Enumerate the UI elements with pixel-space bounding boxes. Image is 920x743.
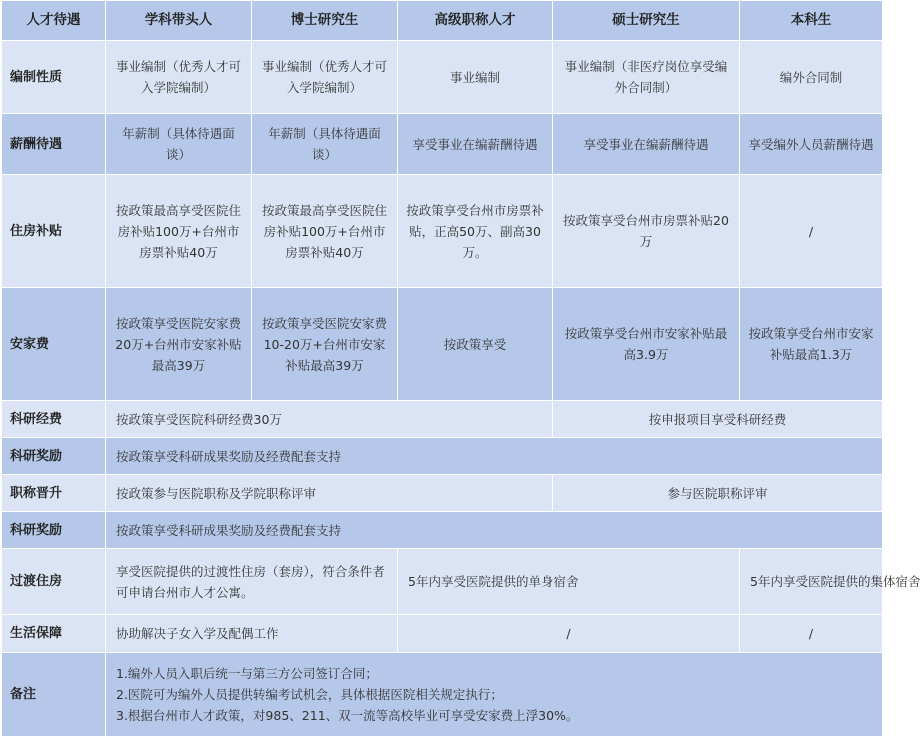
cell: 年薪制（具体待遇面谈） bbox=[252, 114, 398, 175]
row-remarks bbox=[2, 653, 883, 737]
cell: 享受事业在编薪酬待遇 bbox=[398, 114, 553, 175]
cell: 5年内享受医院提供的集体宿舍 bbox=[740, 549, 883, 615]
row-research-award-2 bbox=[2, 512, 883, 549]
header-master: 硕士研究生 bbox=[553, 1, 740, 41]
header-bachelor: 本科生 bbox=[740, 1, 883, 41]
row-staffing bbox=[2, 41, 883, 114]
row-label: 安家费 bbox=[2, 288, 106, 401]
cell: / bbox=[398, 615, 740, 653]
cell: 按政策享受台州市房票补贴，正高50万、副高30万。 bbox=[398, 175, 553, 288]
cell: 按政策享受 bbox=[398, 288, 553, 401]
notes-cell bbox=[106, 653, 883, 737]
cell: 事业编制（非医疗岗位享受编外合同制） bbox=[553, 41, 740, 114]
cell: 事业编制（优秀人才可入学院编制） bbox=[252, 41, 398, 114]
cell: 按政策享受科研成果奖励及经费配套支持 bbox=[106, 512, 883, 549]
cell: 按政策享受台州市安家补贴最高3.9万 bbox=[553, 288, 740, 401]
header-phd: 博士研究生 bbox=[252, 1, 398, 41]
row-label: 科研奖励 bbox=[2, 438, 106, 475]
cell: 编外合同制 bbox=[740, 41, 883, 114]
talent-benefits-table bbox=[1, 0, 920, 737]
cell: / bbox=[740, 615, 883, 653]
cell: 按政策享受医院安家费10-20万+台州市安家补贴最高39万 bbox=[252, 288, 398, 401]
cell: 享受编外人员薪酬待遇 bbox=[740, 114, 883, 175]
row-label: 薪酬待遇 bbox=[2, 114, 106, 175]
row-label: 生活保障 bbox=[2, 615, 106, 653]
row-label: 科研奖励 bbox=[2, 512, 106, 549]
row-label: 备注 bbox=[2, 653, 106, 737]
row-settlement-fee bbox=[2, 288, 883, 401]
note-line: 1.编外人员入职后统一与第三方公司签订合同； bbox=[116, 666, 378, 681]
row-title-promotion bbox=[2, 475, 883, 512]
cell: 按政策享受医院安家费20万+台州市安家补贴最高39万 bbox=[106, 288, 252, 401]
table-header-row bbox=[2, 1, 883, 41]
cell: 协助解决子女入学及配偶工作 bbox=[106, 615, 398, 653]
header-category: 人才待遇 bbox=[2, 1, 106, 41]
cell: 按政策享受台州市房票补贴20万 bbox=[553, 175, 740, 288]
row-housing-subsidy bbox=[2, 175, 883, 288]
cell: 享受医院提供的过渡性住房（套房），符合条件者可申请台州市人才公寓。 bbox=[106, 549, 398, 615]
cell: 按政策享受医院科研经费30万 bbox=[106, 401, 553, 438]
row-transitional-housing bbox=[2, 549, 883, 615]
row-research-award-1 bbox=[2, 438, 883, 475]
row-research-funding bbox=[2, 401, 883, 438]
row-label: 职称晋升 bbox=[2, 475, 106, 512]
row-label: 科研经费 bbox=[2, 401, 106, 438]
header-discipline-leader: 学科带头人 bbox=[106, 1, 252, 41]
cell: 按政策最高享受医院住房补贴100万+台州市房票补贴40万 bbox=[106, 175, 252, 288]
cell: 按政策享受台州市安家补贴最高1.3万 bbox=[740, 288, 883, 401]
header-senior-title: 高级职称人才 bbox=[398, 1, 553, 41]
note-line: 2.医院可为编外人员提供转编考试机会，具体根据医院相关规定执行； bbox=[116, 687, 503, 702]
cell: 按申报项目享受科研经费 bbox=[553, 401, 883, 438]
note-line: 3.根据台州市人才政策，对985、211、双一流等高校毕业可享受安家费上浮30%。 bbox=[116, 708, 579, 723]
cell: 按政策享受科研成果奖励及经费配套支持 bbox=[106, 438, 883, 475]
cell: 年薪制（具体待遇面谈） bbox=[106, 114, 252, 175]
cell: 享受事业在编薪酬待遇 bbox=[553, 114, 740, 175]
row-label: 住房补贴 bbox=[2, 175, 106, 288]
cell: 事业编制 bbox=[398, 41, 553, 114]
cell: 参与医院职称评审 bbox=[553, 475, 883, 512]
cell: 按政策参与医院职称及学院职称评审 bbox=[106, 475, 553, 512]
row-label: 编制性质 bbox=[2, 41, 106, 114]
cell: 事业编制（优秀人才可入学院编制） bbox=[106, 41, 252, 114]
row-living-support bbox=[2, 615, 883, 653]
row-label: 过渡住房 bbox=[2, 549, 106, 615]
cell: 5年内享受医院提供的单身宿舍 bbox=[398, 549, 740, 615]
cell: 按政策最高享受医院住房补贴100万+台州市房票补贴40万 bbox=[252, 175, 398, 288]
row-salary bbox=[2, 114, 883, 175]
cell: / bbox=[740, 175, 883, 288]
